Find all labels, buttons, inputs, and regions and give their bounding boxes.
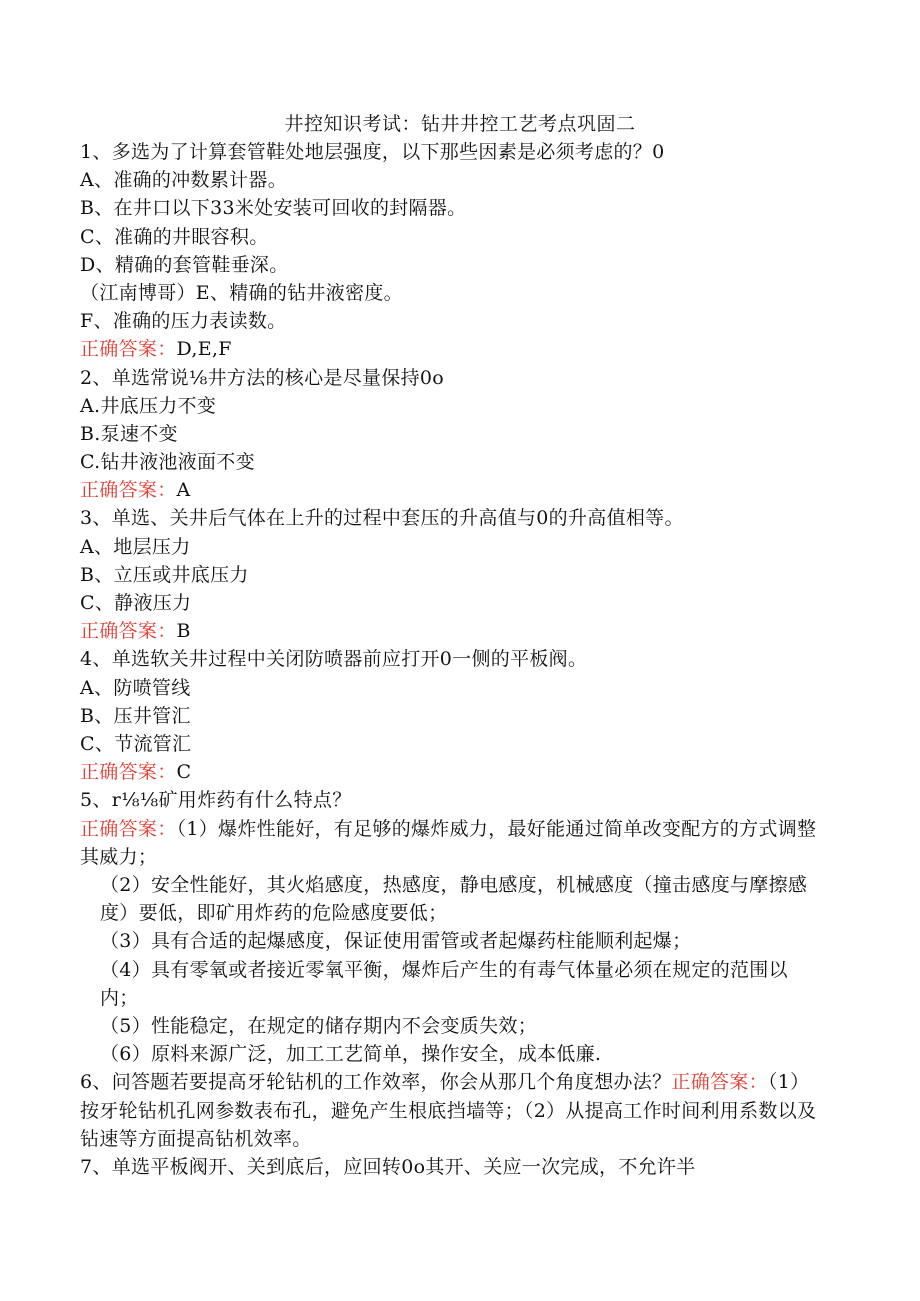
q7-stem: 7、单选平板阀开、关到底后，应回转0o其开、关应一次完成，不允许半 — [80, 1155, 696, 1178]
q3-option-b: B、立压或井底压力 — [80, 563, 249, 586]
answer-value: B — [176, 620, 191, 643]
q1-option-b: B、在井口以下33米处安装可回收的封隔器。 — [80, 197, 467, 220]
q2-option-b: B.泵速不变 — [80, 422, 178, 445]
q5-answer-6: （6）原料来源广泛，加工工艺简单，操作安全，成本低廉. — [100, 1043, 602, 1066]
answer-text: （1）爆炸性能好，有足够的爆炸威力，最好能通过简单改变配方的方式调整其威力； — [80, 817, 817, 868]
answer-value: C — [176, 761, 192, 784]
q4-stem: 4、单选软关井过程中关闭防喷器前应打开0一侧的平板阀。 — [80, 648, 588, 671]
q1-option-e: （江南博哥）E、精确的钻井液密度。 — [80, 281, 403, 304]
q2-option-c: C.钻井液池液面不变 — [80, 451, 255, 474]
q4-option-c: C、节流管汇 — [80, 732, 192, 755]
q5-answer-2: （2）安全性能好，其火焰感度，热感度，静电感度，机械感度（撞击感度与摩擦感度）要低，即矿用炸药的危险感度要低； — [100, 873, 808, 925]
q3-option-a: A、地层压力 — [80, 535, 191, 558]
q1-stem: 1、多选为了计算套管鞋处地层强度，以下那些因素是必须考虑的？0 — [80, 141, 665, 163]
document-body — [80, 138, 825, 1181]
q3-stem: 3、单选、关井后气体在上升的过程中套压的升高值与0的升高值相等。 — [80, 507, 684, 530]
q2-answer — [80, 476, 825, 504]
q5-answer-4: （4）具有零氧或者接近零氧平衡，爆炸后产生的有毒气体量必须在规定的范围以内； — [100, 958, 788, 1009]
answer-label: 正确答案： — [80, 761, 177, 784]
q5-answer-3: （3）具有合适的起爆感度，保证使用雷管或者起爆药柱能顺利起爆； — [100, 930, 692, 953]
q5-answer-5: （5）性能稳定，在规定的储存期内不会变质失效； — [100, 1014, 537, 1037]
q5-stem: 5、r⅛⅛矿用炸药有什么特点？ — [80, 789, 352, 812]
q4-option-a: A、防喷管线 — [80, 676, 191, 699]
q2-option-a: A.井底压力不变 — [80, 394, 217, 417]
q1-option-c: C、准确的井眼容积。 — [80, 225, 269, 248]
q4-option-b: B、压井管汇 — [80, 704, 191, 727]
answer-label: 正确答案： — [80, 479, 177, 502]
q1-option-a: A、准确的冲数累计器。 — [80, 169, 288, 192]
q3-option-c: C、静液压力 — [80, 592, 192, 614]
answer-text: （1）按牙轮钻机孔网参数表布孔，避免产生根底挡墙等；（2）从提高工作时间利用系数以及钻速等方面提高钻机效率。 — [80, 1071, 817, 1150]
answer-label: 正确答案： — [671, 1071, 768, 1094]
q4-answer — [80, 758, 825, 786]
answer-label: 正确答案： — [80, 620, 177, 643]
q1-answer — [80, 335, 825, 363]
q2-stem: 2、单选常说⅛井方法的核心是尽量保持0o — [80, 366, 445, 389]
answer-value: A — [176, 479, 191, 502]
q3-answer — [80, 617, 825, 645]
answer-value: D,E,F — [176, 338, 232, 361]
q1-option-d: D、精确的套管鞋垂深。 — [80, 253, 289, 276]
q1-option-f: F、准确的压力表读数。 — [80, 310, 287, 333]
answer-label: 正确答案： — [80, 338, 177, 361]
answer-label: 正确答案： — [80, 817, 177, 840]
q6-stem: 6、问答题若要提高牙轮钻机的工作效率，你会从那几个角度想办法？ — [80, 1071, 672, 1094]
q5-answer-1 — [80, 815, 825, 871]
document-title: 井控知识考试：钻井井控工艺考点巩固二 — [284, 113, 636, 135]
q6-block — [80, 1068, 825, 1153]
